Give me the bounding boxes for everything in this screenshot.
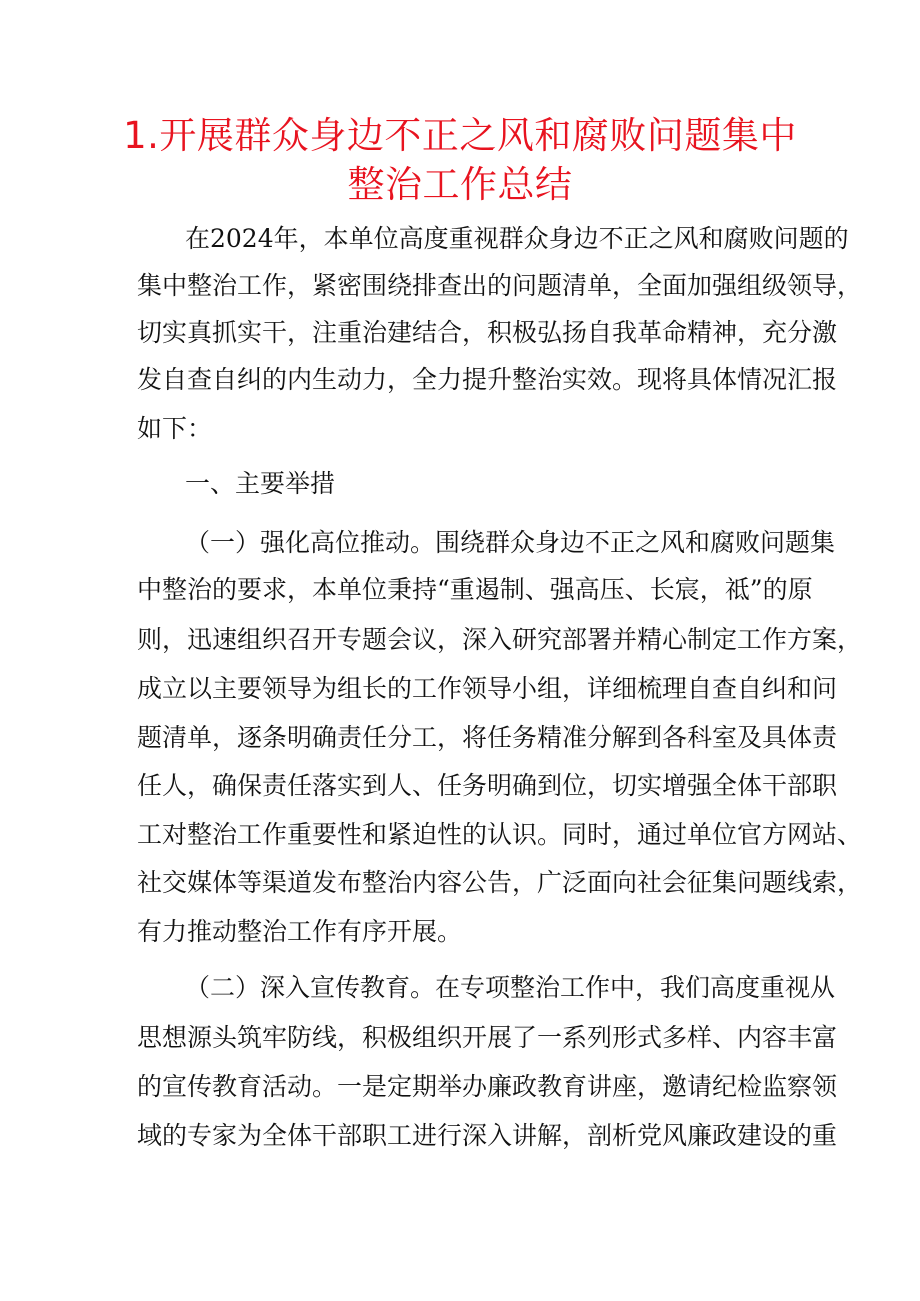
paragraph-line: 任人，确保责任落实到人、任务明确到位，切实增强全体干部职 <box>137 771 838 800</box>
intro-paragraph-line: 如下： <box>137 414 213 443</box>
intro-paragraph-line: 集中整治工作，紧密围绕排查出的问题清单，全面加强组级领导， <box>137 271 863 300</box>
document-title-line-2: 整治工作总结 <box>347 163 573 206</box>
paragraph-line: 域的专家为全体干部职工进行深入讲解，剖析党风廉政建设的重 <box>137 1121 838 1150</box>
paragraph-line: 中整治的要求，本单位秉持“重遏制、强高压、长宸，祗”的原 <box>137 575 813 604</box>
intro-paragraph-line: 发自查自纠的内生动力，全力提升整治实效。现将具体情况汇报 <box>137 365 838 394</box>
intro-paragraph-line: 切实真抓实干，注重治建结合，积极弘扬自我革命精神，充分激 <box>137 318 838 347</box>
paragraph-line: 有力推动整治工作有序开展。 <box>137 917 463 946</box>
paragraph-line: 则，迅速组织召开专题会议，深入研究部署并精心制定工作方案， <box>137 625 863 654</box>
paragraph-line: 社交媒体等渠道发布整治内容公告，广泛面向社会征集问题线索， <box>137 868 863 897</box>
paragraph-line: 成立以主要领导为组长的工作领导小组，详细梳理自查自纠和问 <box>137 674 838 703</box>
paragraph-line: 题清单，逐条明确责任分工，将任务精准分解到各科室及具体责 <box>137 723 838 752</box>
section-heading: 一、主要举措 <box>185 469 336 498</box>
intro-paragraph-line: 在2024年，本单位高度重视群众身边不正之风和腐败问题的 <box>185 224 849 253</box>
document-title-line-1: 1.开展群众身边不正之风和腐败问题集中 <box>123 114 797 157</box>
paragraph-line: 思想源头筑牢防线，积极组织开展了一系列形式多样、内容丰富 <box>137 1023 838 1052</box>
paragraph-line: （一）强化高位推动。围绕群众身边不正之风和腐败问题集 <box>185 528 836 557</box>
paragraph-line: 工对整治工作重要性和紧迫性的认识。同时，通过单位官方网站、 <box>137 820 863 849</box>
paragraph-line: （二）深入宣传教育。在专项整治工作中，我们高度重视从 <box>185 973 836 1002</box>
paragraph-line: 的宣传教育活动。一是定期举办廉政教育讲座，邀请纪检监察领 <box>137 1072 838 1101</box>
